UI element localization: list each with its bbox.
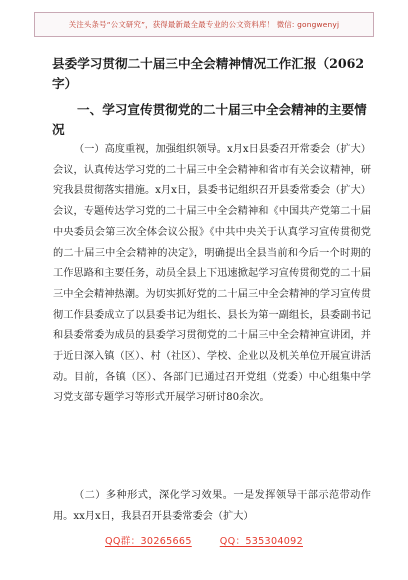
footer-qq-group: QQ群：30265665 <box>105 536 192 547</box>
section-heading: 一、学习宣传贯彻党的二十届三中全会精神的主要情况 <box>52 102 367 137</box>
footer-contact <box>0 533 408 547</box>
document-title: 县委学习贯彻二十届三中全会精神情况工作汇报（2062字） <box>52 56 365 91</box>
header-banner: 关注头条号“公文研究”，获得最新最全最专业的公文资料库！ 微信: gongwenyj <box>34 12 374 37</box>
body-paragraph: （一）高度重视，加强组织领导。x月x日县委召开常委会（扩大）会议，认真传达学习党的二十届三中全会精神和省市有关会议精神，研究我县贯彻落实措施。x月x日，县委书记组织召开县委常委会（扩大）会议，专题传达学习党的二十届三中全会精神和《中国共产党第二十届中央委员会第三次全体会议公报》《中共中央关于认真学习宣传贯彻党的二十届三中全会精神的决定》，明确提出全县当前和今后一个时期的工作思路和主要任务，动员全县上下迅速掀起学习宣传贯彻党的二十届三中全会精神热潮。为切实抓好党的二十届三中全会精神的学习宣传贯彻工作县委成立了以县委书记为组长、县长为第一副组长，县委副书记和县委常委为成员的县委学习贯彻党的二十届三中全会精神宣讲团，并于近日深入镇（区）、村（社区）、学校、企业以及机关单位开展宣讲活动。目前，各镇（区）、各部门已通过召开党组（党委）中心组集中学习党支部专题学习等形式开展学习研讨80余次。 <box>53 144 371 404</box>
body-paragraph: （二）多种形式，深化学习效果。一是发挥领导干部示范带动作用。xx月x日，我县召开县委常委会（扩大） <box>53 490 371 522</box>
footer-qq-number: QQ：535304092 <box>219 536 303 547</box>
